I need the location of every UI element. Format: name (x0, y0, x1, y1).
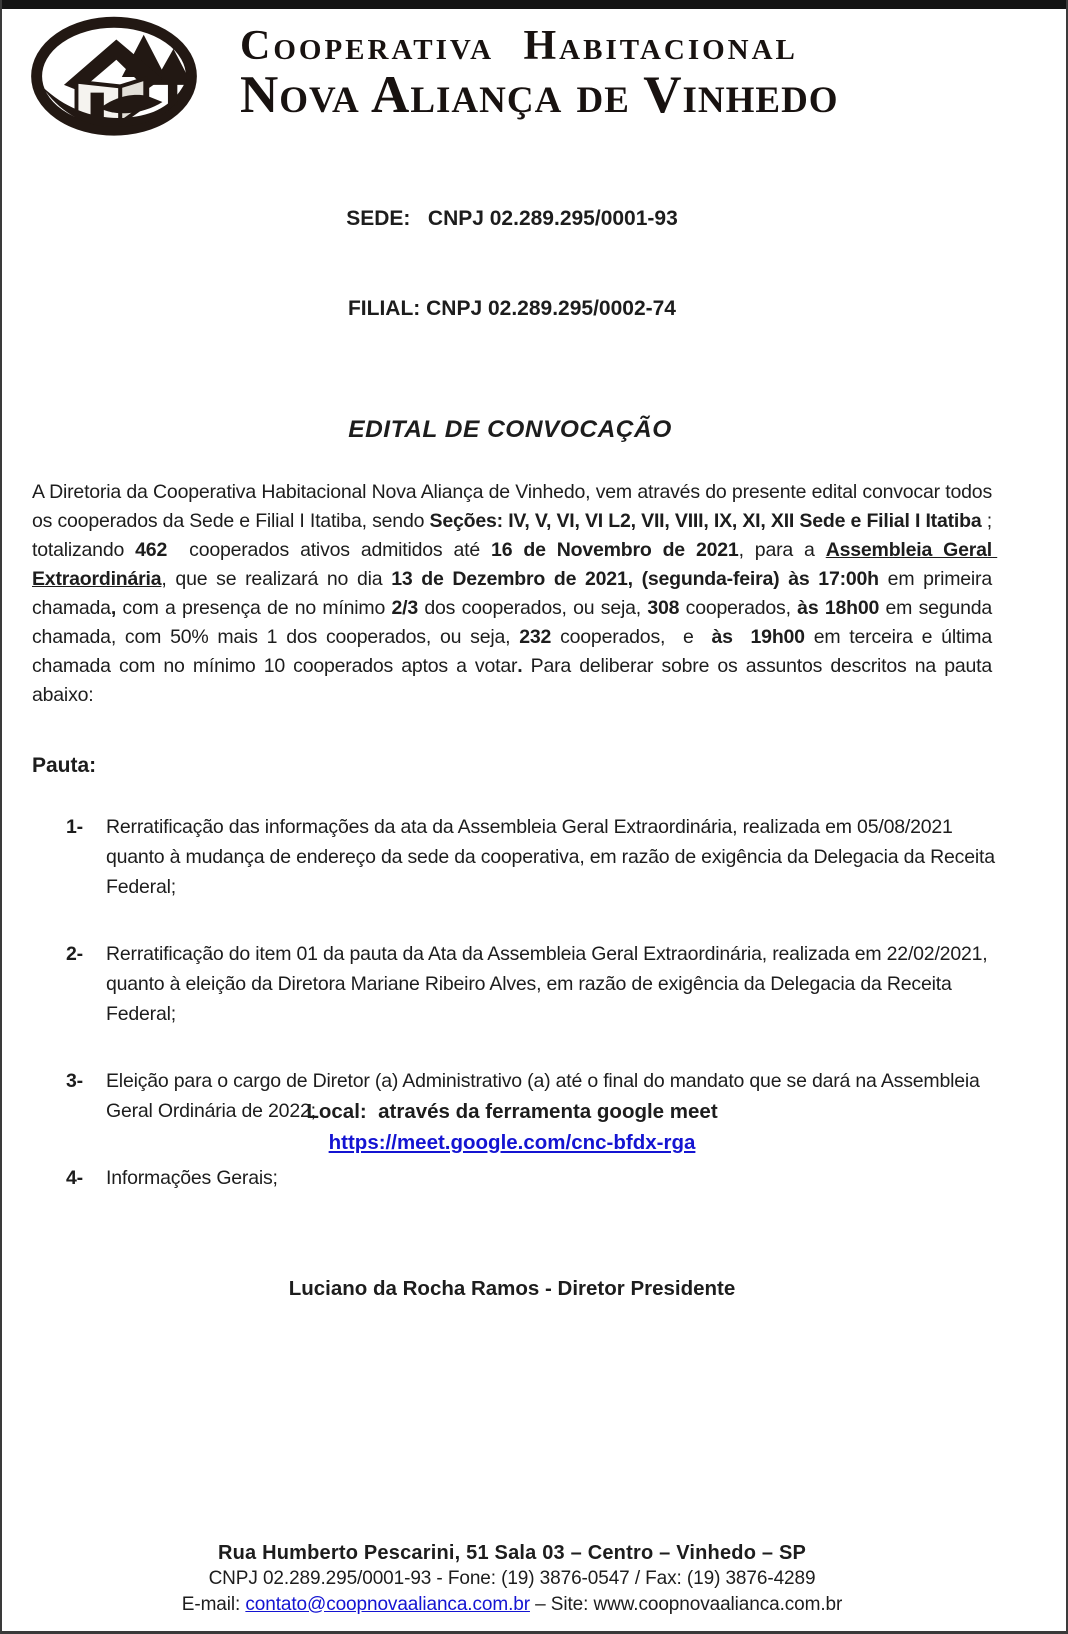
meet-link-row (2, 1131, 1022, 1155)
footer-address: Rua Humberto Pescarini, 51 Sala 03 – Centro – Vinhedo – SP (217, 1541, 807, 1564)
filial-cnpj: FILIAL: CNPJ 02.289.295/0002-74 (347, 297, 676, 320)
agenda-item-text: Rerratificação do item 01 da pauta da Ata da Assembleia Geral Extraordinária, realizada em 22/02/2021, quanto à eleição da Diretora Mariane Ribeiro Alves, em razão de exigência da Delegacia da Receita Federal; (106, 943, 988, 1025)
agenda-item-number: 4- (66, 1167, 83, 1189)
org-name-line1: Cooperativa Habitacional (240, 23, 798, 69)
agenda-heading: Pauta: (32, 754, 97, 777)
document-title: EDITAL DE CONVOCAÇÃO (348, 416, 672, 443)
org-logo-icon (28, 14, 200, 140)
page-border-top (2, 0, 1066, 9)
document-footer (2, 1541, 1022, 1618)
inline-link[interactable]: contato@coopnovaalianca.com.br (245, 1593, 530, 1615)
meet-link[interactable]: https://meet.google.com/cnc-bfdx-rga (328, 1131, 696, 1154)
agenda-item-text: Eleição para o cargo de Diretor (a) Administrativo (a) até o final do mandato que se dará na Assembleia Geral Ordinária de 2022; (106, 1070, 980, 1122)
org-name-line2: Nova Aliança de Vinhedo (240, 66, 839, 125)
agenda-item-number: 3- (66, 1070, 83, 1092)
sede-cnpj: SEDE: CNPJ 02.289.295/0001-93 (346, 207, 678, 230)
agenda-item-number: 2- (66, 943, 83, 965)
agenda-item (66, 1163, 996, 1193)
agenda-item (66, 812, 996, 902)
agenda-item-number: 1- (66, 816, 83, 838)
agenda-item-text: Informações Gerais; (106, 1167, 278, 1189)
org-name-block (240, 14, 839, 125)
footer-cnpj-phone: CNPJ 02.289.295/0001-93 - Fone: (19) 3876-0547 / Fax: (19) 3876-4289 (208, 1568, 816, 1589)
document-header (2, 9, 1066, 140)
intro-paragraph: A Diretoria da Cooperativa Habitacional Nova Aliança de Vinhedo, vem através do presente edital convocar todos os cooperados da Sede e Filial I Itatiba, sendo Seções: IV, V, VI, VI L2, VII, VIII, IX, XI, XII Sede e Filial I Itatiba ; totalizando 462 cooperados ativos admitidos até 16 de Novembro de 2021, para a Assembleia Geral Extraordinária, que se realizará no dia 13 de Dezembro de 2021, (segunda-feira) às 17:00h em primeira chamada, com a presença de no mínimo 2/3 dos cooperados, ou seja, 308 cooperados, às 18h00 em segunda chamada, com 50% mais 1 dos cooperados, ou seja, 232 cooperados, e às 19h00 em terceira e última chamada com no mínimo 10 cooperados aptos a votar. Para deliberar sobre os assuntos descritos na pauta abaixo: (32, 481, 998, 706)
footer-email-site: E-mail: contato@coopnovaalianca.com.br – Site: www.coopnovaalianca.com.br (181, 1593, 843, 1615)
agenda-item (66, 939, 996, 1029)
agenda-item-text: Rerratificação das informações da ata da Assembleia Geral Extraordinária, realizada em 05/08/2021 quanto à mudança de endereço da sede da cooperativa, em razão de exigência da Delegacia da Receita Federal; (106, 816, 995, 898)
meeting-location: Local: através da ferramenta google meet (306, 1100, 718, 1123)
cnpj-block (0, 144, 1044, 384)
signature-line: Luciano da Rocha Ramos - Diretor Presidente (288, 1277, 736, 1300)
